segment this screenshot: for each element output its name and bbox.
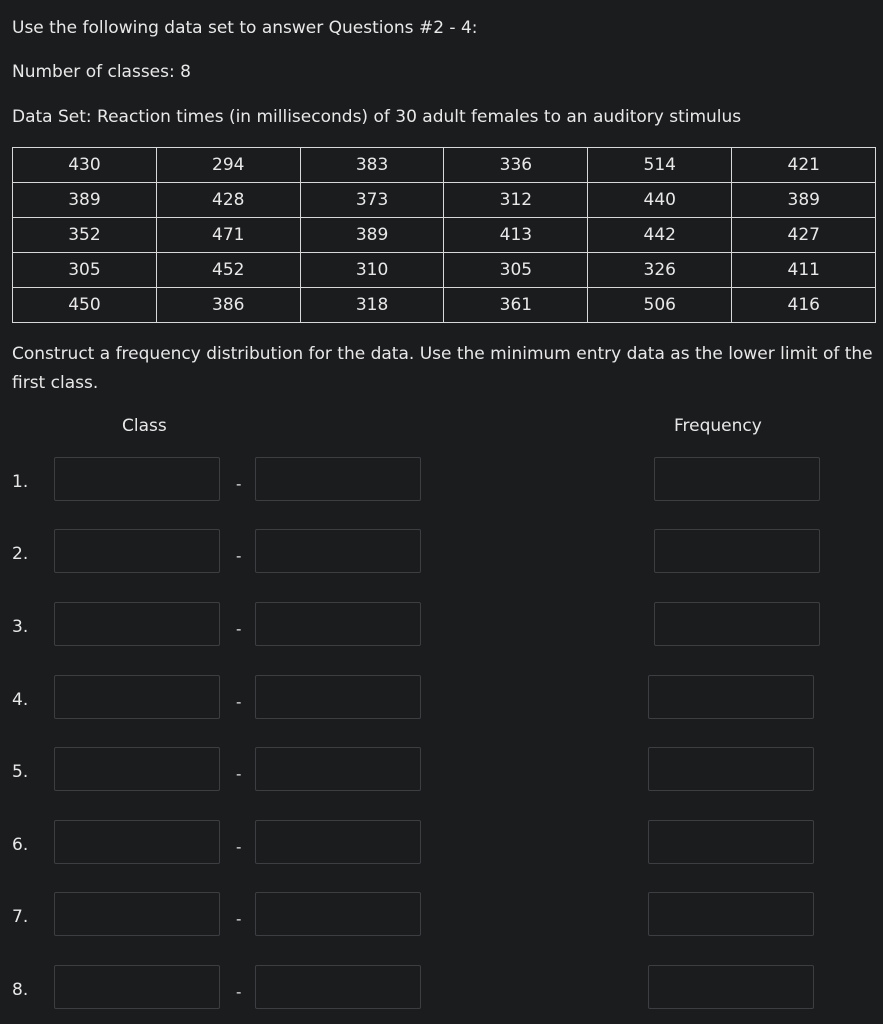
- class-limit-separator: -: [236, 983, 242, 1001]
- class-lower-limit-input[interactable]: [54, 820, 220, 864]
- class-row-number: 3.: [12, 617, 29, 637]
- data-table-cell: 312: [444, 183, 588, 218]
- class-limit-separator: -: [236, 910, 242, 928]
- class-limit-separator: -: [236, 693, 242, 711]
- data-table-cell: 373: [300, 183, 444, 218]
- class-row-number: 8.: [12, 980, 29, 1000]
- class-lower-limit-input[interactable]: [54, 529, 220, 573]
- instruction-text: Construct a frequency distribution for the data. Use the minimum entry data as the lower limit of the first class.: [12, 344, 873, 393]
- data-table-cell: 386: [156, 288, 300, 323]
- data-table-cell: 413: [444, 218, 588, 253]
- class-limit-separator: -: [236, 620, 242, 638]
- data-table-cell: 352: [13, 218, 157, 253]
- class-limit-separator: -: [236, 475, 242, 493]
- data-table-cell: 452: [156, 253, 300, 288]
- frequency-input[interactable]: [654, 602, 820, 646]
- number-of-classes-text: Number of classes: 8: [12, 62, 191, 82]
- class-column-header: Class: [122, 416, 167, 436]
- data-table-row: [13, 253, 876, 288]
- class-upper-limit-input[interactable]: [255, 675, 421, 719]
- class-lower-limit-input[interactable]: [54, 747, 220, 791]
- class-upper-limit-input[interactable]: [255, 529, 421, 573]
- data-set-description: Data Set: Reaction times (in milliseconds) of 30 adult females to an auditory stimulus: [12, 107, 742, 127]
- class-row-number: 7.: [12, 907, 29, 927]
- intro-text: Use the following data set to answer Questions #2 - 4:: [12, 18, 478, 38]
- data-table-cell: 361: [444, 288, 588, 323]
- frequency-input[interactable]: [648, 675, 814, 719]
- class-row-number: 2.: [12, 544, 29, 564]
- class-row-number: 5.: [12, 762, 29, 782]
- data-table-cell: 326: [588, 253, 732, 288]
- data-table-cell: 383: [300, 148, 444, 183]
- frequency-input[interactable]: [654, 529, 820, 573]
- data-table-cell: 389: [13, 183, 157, 218]
- data-table-row: [13, 218, 876, 253]
- data-table-cell: 294: [156, 148, 300, 183]
- data-table-cell: 514: [588, 148, 732, 183]
- frequency-column-header: Frequency: [674, 416, 762, 436]
- frequency-input[interactable]: [648, 965, 814, 1009]
- data-table-row: [13, 183, 876, 218]
- class-lower-limit-input[interactable]: [54, 675, 220, 719]
- data-table-cell: 506: [588, 288, 732, 323]
- class-upper-limit-input[interactable]: [255, 457, 421, 501]
- class-upper-limit-input[interactable]: [255, 965, 421, 1009]
- data-table-cell: 318: [300, 288, 444, 323]
- class-row-number: 4.: [12, 690, 29, 710]
- data-table-cell: 442: [588, 218, 732, 253]
- class-lower-limit-input[interactable]: [54, 892, 220, 936]
- class-limit-separator: -: [236, 838, 242, 856]
- class-lower-limit-input[interactable]: [54, 602, 220, 646]
- data-table-cell: 450: [13, 288, 157, 323]
- class-row-number: 1.: [12, 472, 29, 492]
- frequency-input[interactable]: [648, 747, 814, 791]
- data-table-cell: 389: [300, 218, 444, 253]
- data-table-cell: 440: [588, 183, 732, 218]
- data-table-cell: 427: [732, 218, 876, 253]
- data-table-cell: 428: [156, 183, 300, 218]
- class-limit-separator: -: [236, 765, 242, 783]
- data-set-table: [12, 147, 876, 323]
- data-table-cell: 336: [444, 148, 588, 183]
- data-table-cell: 416: [732, 288, 876, 323]
- class-lower-limit-input[interactable]: [54, 965, 220, 1009]
- class-upper-limit-input[interactable]: [255, 820, 421, 864]
- frequency-input[interactable]: [648, 892, 814, 936]
- data-table-row: [13, 288, 876, 323]
- data-table-cell: 310: [300, 253, 444, 288]
- data-table-cell: 305: [444, 253, 588, 288]
- class-limit-separator: -: [236, 547, 242, 565]
- data-table-cell: 471: [156, 218, 300, 253]
- class-upper-limit-input[interactable]: [255, 892, 421, 936]
- data-table-cell: 389: [732, 183, 876, 218]
- class-row-number: 6.: [12, 835, 29, 855]
- data-table-cell: 305: [13, 253, 157, 288]
- class-upper-limit-input[interactable]: [255, 747, 421, 791]
- data-table-cell: 411: [732, 253, 876, 288]
- data-table-cell: 421: [732, 148, 876, 183]
- data-table-cell: 430: [13, 148, 157, 183]
- class-lower-limit-input[interactable]: [54, 457, 220, 501]
- frequency-input[interactable]: [648, 820, 814, 864]
- frequency-input[interactable]: [654, 457, 820, 501]
- data-table-row: [13, 148, 876, 183]
- class-upper-limit-input[interactable]: [255, 602, 421, 646]
